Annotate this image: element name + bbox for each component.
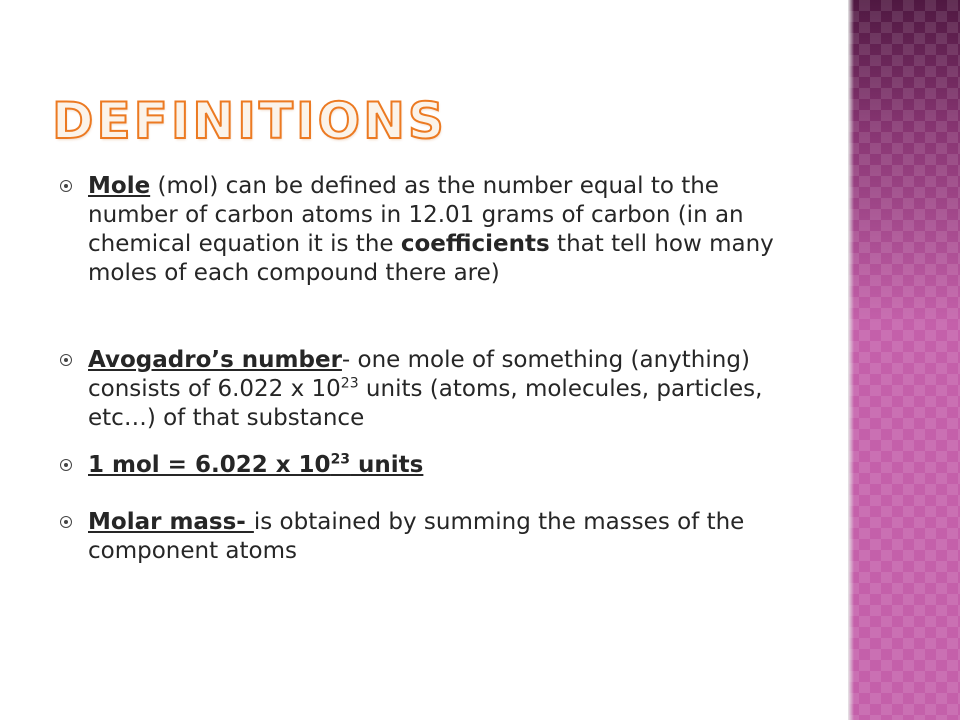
term-molar-mass: Molar mass- <box>88 509 254 535</box>
item-text: that tell how many moles of each compound there are) <box>88 231 774 286</box>
bullet-icon <box>60 180 72 192</box>
item-text: (mol) can be defined as the number equal to the number of carbon atoms in 12.01 grams of carbon (in an chemical equation it is the <box>88 173 744 257</box>
bullet-list <box>60 172 800 566</box>
slide-title: DEFINITIONS <box>52 92 447 150</box>
bullet-icon <box>60 459 72 471</box>
side-band-edge <box>848 0 854 720</box>
list-item-avogadro <box>60 346 800 433</box>
decorative-side-band <box>848 0 960 720</box>
item-text: - one mole of something (anything) consists of 6.022 x 10 <box>88 347 750 402</box>
equation-text: units <box>350 452 424 478</box>
exponent: 23 <box>330 451 351 468</box>
list-item-mol-equation <box>60 451 800 480</box>
term-coefficients: coefficients <box>400 231 550 257</box>
term-mole: Mole <box>88 173 151 199</box>
item-text: is obtained by summing the masses of the component atoms <box>88 509 745 564</box>
bullet-icon <box>60 516 72 528</box>
bullet-icon <box>60 354 72 366</box>
item-text: units (atoms, molecules, particles, etc…) of that substance <box>88 376 763 431</box>
list-item-mole <box>60 172 800 288</box>
equation-text: 1 mol = 6.022 x 10 <box>88 452 331 478</box>
exponent: 23 <box>340 375 359 392</box>
term-avogadro: Avogadro’s number <box>88 347 342 373</box>
list-item-molar-mass <box>60 508 800 566</box>
